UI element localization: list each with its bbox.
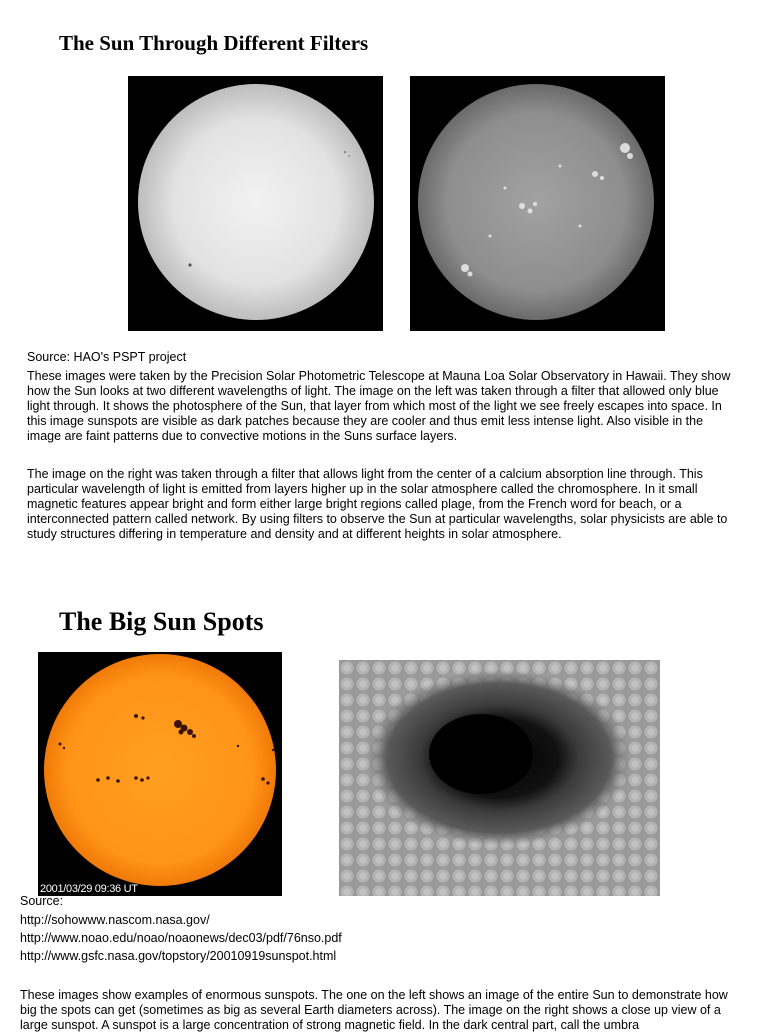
paragraph-filters-1: These images were taken by the Precision Solar Photometric Telescope at Mauna Loa Solar Observatory in Hawaii. They show how the Sun looks at two different wavelengths of light. The image on the left was taken through a filter that allowed only blue light through. It shows the photosphere of the Sun, that layer from which most of the light we see freely escapes into space. In this image sunspots are visible as dark patches because they are cooler and thus emit less intense light. Also visible in the image are faint patterns due to convective motions in the Suns surface layers. bbox=[27, 369, 731, 443]
section-title-big-spots: The Big Sun Spots bbox=[59, 607, 264, 636]
source-link-gsfc[interactable]: http://www.gsfc.nasa.gov/topstory/20010919sunspot.html bbox=[20, 949, 337, 963]
section-title-filters: The Sun Through Different Filters bbox=[59, 31, 369, 55]
paragraph-big-spots: These images show examples of enormous sunspots. The one on the left shows an image of the entire Sun to demonstrate how big the spots can get (sometimes as big as several Earth diameters across). The image on the right shows a close up view of a large sunspot. A sunspot is a large concentration of strong magnetic field. In the dark central part, call the umbra bbox=[20, 988, 728, 1032]
sun-calcium-filter-image bbox=[410, 76, 665, 331]
source-link-noao[interactable]: http://www.noao.edu/noao/noaonews/dec03/pdf/76nso.pdf bbox=[20, 931, 342, 945]
paragraph-filters-2: The image on the right was taken through a filter that allows light from the center of a calcium absorption line through. This particular wavelength of light is emitted from layers higher up in the solar atmosphere called the chromosphere. In it small magnetic features appear bright and form either large bright regions called plage, from the French word for beach, or a interconnected pattern called network. By using filters to observe the Sun at particular wavelengths, solar physicists are able to study structures differing in temperature and density and at different heights in solar atmosphere. bbox=[27, 467, 728, 541]
image-timestamp: 2001/03/29 09:36 UT bbox=[40, 883, 138, 895]
sunspot-closeup-image bbox=[339, 660, 660, 896]
source-pspt: Source: HAO's PSPT project bbox=[27, 350, 187, 364]
sun-blue-filter-image bbox=[128, 76, 383, 331]
full-sun-sunspots-image bbox=[38, 652, 282, 896]
source-link-soho[interactable]: http://sohowww.nascom.nasa.gov/ bbox=[20, 913, 210, 927]
source-label: Source: bbox=[20, 894, 64, 908]
